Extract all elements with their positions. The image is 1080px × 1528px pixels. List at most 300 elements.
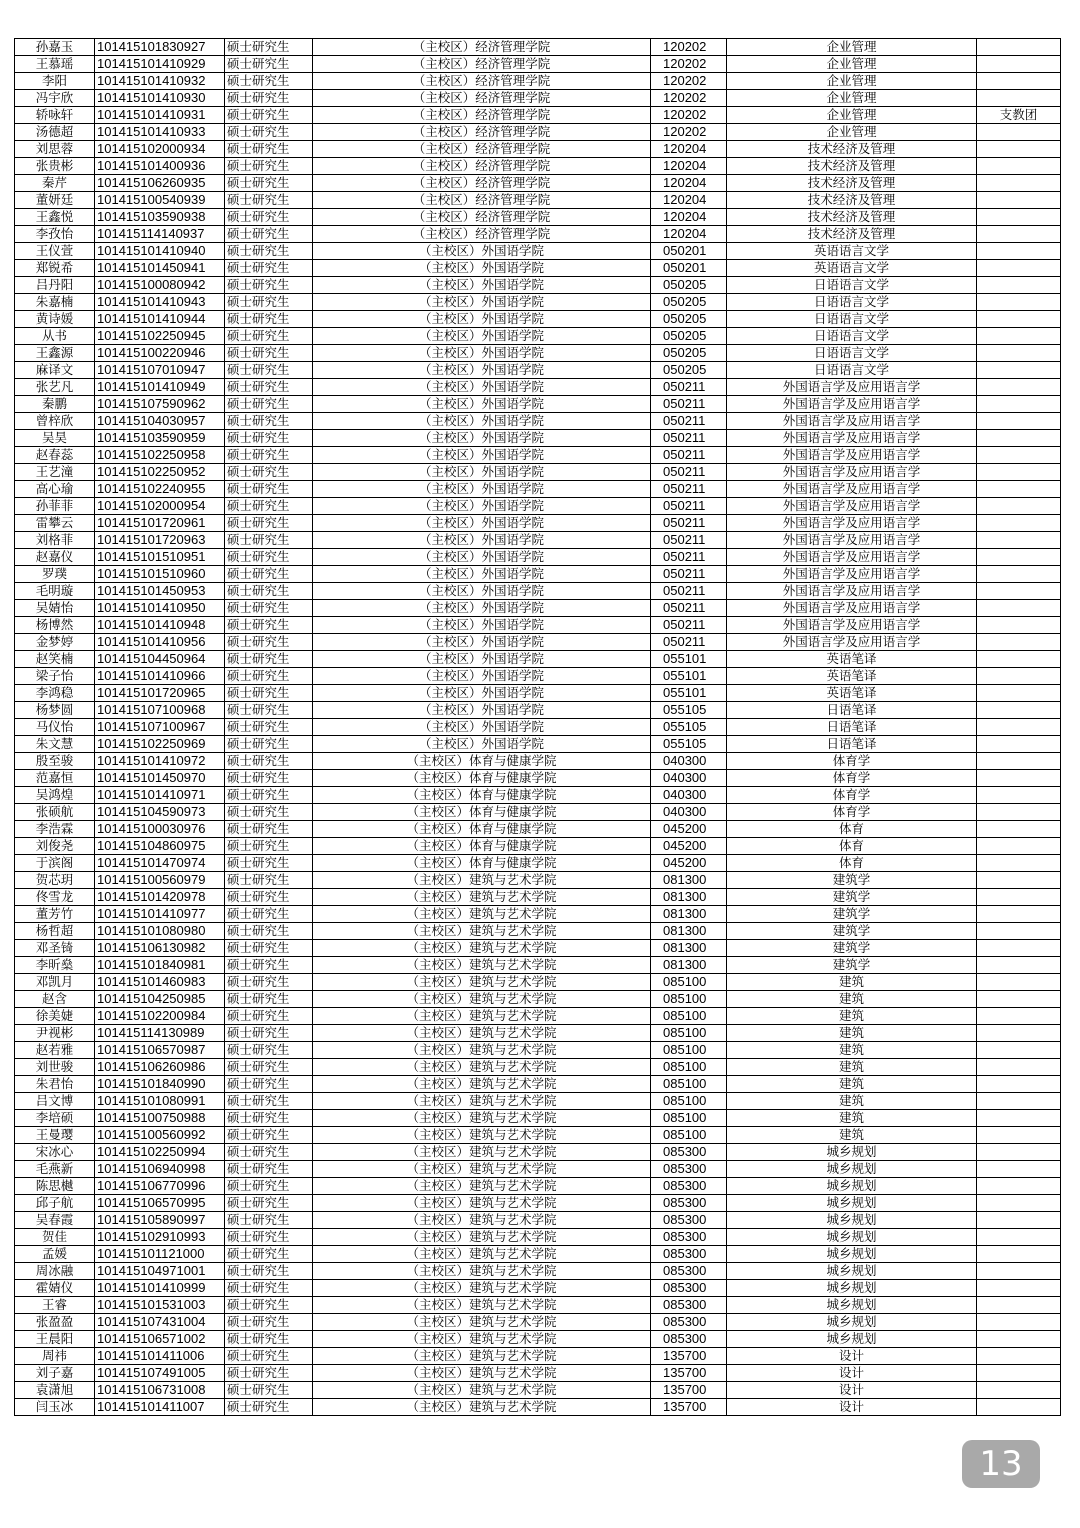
table-row xyxy=(15,787,1061,804)
degree-type-cell: 硕士研究生 xyxy=(225,1246,313,1263)
table-row xyxy=(15,413,1061,430)
exam-id-cell: 101415101531003 xyxy=(95,1297,225,1314)
major-code-cell: 085300 xyxy=(651,1229,727,1246)
college-cell: （主校区）体育与健康学院 xyxy=(313,855,651,872)
major-code-cell: 050211 xyxy=(651,498,727,515)
college-cell: （主校区）建筑与艺术学院 xyxy=(313,991,651,1008)
major-name-cell: 体育学 xyxy=(727,770,977,787)
table-row xyxy=(15,226,1061,243)
college-cell: （主校区）经济管理学院 xyxy=(313,192,651,209)
major-code-cell: 045200 xyxy=(651,838,727,855)
exam-id-cell: 101415104590973 xyxy=(95,804,225,821)
exam-id-cell: 101415101840990 xyxy=(95,1076,225,1093)
exam-id-cell: 101415100030976 xyxy=(95,821,225,838)
note-cell xyxy=(977,1382,1061,1399)
college-cell: （主校区）建筑与艺术学院 xyxy=(313,1348,651,1365)
major-code-cell: 135700 xyxy=(651,1365,727,1382)
table-row xyxy=(15,855,1061,872)
table-row xyxy=(15,141,1061,158)
college-cell: （主校区）外国语学院 xyxy=(313,464,651,481)
note-cell xyxy=(977,345,1061,362)
major-code-cell: 045200 xyxy=(651,821,727,838)
major-code-cell: 050201 xyxy=(651,260,727,277)
college-cell: （主校区）建筑与艺术学院 xyxy=(313,1263,651,1280)
student-name-cell: 孙菲菲 xyxy=(15,498,95,515)
table-row xyxy=(15,804,1061,821)
student-name-cell: 李阳 xyxy=(15,73,95,90)
degree-type-cell: 硕士研究生 xyxy=(225,464,313,481)
exam-id-cell: 101415104971001 xyxy=(95,1263,225,1280)
student-name-cell: 尹视彬 xyxy=(15,1025,95,1042)
table-row xyxy=(15,294,1061,311)
degree-type-cell: 硕士研究生 xyxy=(225,583,313,600)
exam-id-cell: 101415102250958 xyxy=(95,447,225,464)
major-name-cell: 城乡规划 xyxy=(727,1178,977,1195)
degree-type-cell: 硕士研究生 xyxy=(225,668,313,685)
exam-id-cell: 101415101410933 xyxy=(95,124,225,141)
exam-id-cell: 101415101410929 xyxy=(95,56,225,73)
table-row xyxy=(15,1144,1061,1161)
student-name-cell: 邱子航 xyxy=(15,1195,95,1212)
degree-type-cell: 硕士研究生 xyxy=(225,1297,313,1314)
degree-type-cell: 硕士研究生 xyxy=(225,328,313,345)
major-name-cell: 建筑学 xyxy=(727,957,977,974)
student-name-cell: 杨梦圆 xyxy=(15,702,95,719)
student-name-cell: 冯宇欣 xyxy=(15,90,95,107)
student-name-cell: 轿咏轩 xyxy=(15,107,95,124)
major-name-cell: 企业管理 xyxy=(727,107,977,124)
college-cell: （主校区）体育与健康学院 xyxy=(313,787,651,804)
college-cell: （主校区）体育与健康学院 xyxy=(313,821,651,838)
table-row xyxy=(15,838,1061,855)
student-name-cell: 霍婧仪 xyxy=(15,1280,95,1297)
student-name-cell: 麻译文 xyxy=(15,362,95,379)
student-name-cell: 李浩霖 xyxy=(15,821,95,838)
note-cell xyxy=(977,804,1061,821)
student-name-cell: 马仪怡 xyxy=(15,719,95,736)
note-cell xyxy=(977,787,1061,804)
exam-id-cell: 101415106731008 xyxy=(95,1382,225,1399)
major-code-cell: 085100 xyxy=(651,1025,727,1042)
degree-type-cell: 硕士研究生 xyxy=(225,1178,313,1195)
major-code-cell: 085100 xyxy=(651,974,727,991)
exam-id-cell: 101415101450953 xyxy=(95,583,225,600)
college-cell: （主校区）建筑与艺术学院 xyxy=(313,1042,651,1059)
major-code-cell: 050211 xyxy=(651,396,727,413)
degree-type-cell: 硕士研究生 xyxy=(225,855,313,872)
major-code-cell: 120202 xyxy=(651,73,727,90)
major-code-cell: 135700 xyxy=(651,1399,727,1416)
degree-type-cell: 硕士研究生 xyxy=(225,804,313,821)
student-name-cell: 王艺潼 xyxy=(15,464,95,481)
student-name-cell: 刘思蓉 xyxy=(15,141,95,158)
major-code-cell: 055101 xyxy=(651,685,727,702)
student-name-cell: 陈思樾 xyxy=(15,1178,95,1195)
exam-id-cell: 101415101460983 xyxy=(95,974,225,991)
major-code-cell: 040300 xyxy=(651,804,727,821)
college-cell: （主校区）建筑与艺术学院 xyxy=(313,1025,651,1042)
major-name-cell: 设计 xyxy=(727,1399,977,1416)
exam-id-cell: 101415107010947 xyxy=(95,362,225,379)
table-row xyxy=(15,702,1061,719)
student-name-cell: 郑锐希 xyxy=(15,260,95,277)
student-name-cell: 邓圣锜 xyxy=(15,940,95,957)
exam-id-cell: 101415101410940 xyxy=(95,243,225,260)
major-code-cell: 085100 xyxy=(651,1008,727,1025)
college-cell: （主校区）建筑与艺术学院 xyxy=(313,1229,651,1246)
note-cell xyxy=(977,957,1061,974)
table-row xyxy=(15,923,1061,940)
college-cell: （主校区）外国语学院 xyxy=(313,362,651,379)
major-code-cell: 055105 xyxy=(651,702,727,719)
student-name-cell: 毛明璇 xyxy=(15,583,95,600)
major-name-cell: 外国语言学及应用语言学 xyxy=(727,498,977,515)
major-code-cell: 085100 xyxy=(651,1127,727,1144)
major-code-cell: 081300 xyxy=(651,923,727,940)
major-name-cell: 城乡规划 xyxy=(727,1314,977,1331)
student-name-cell: 吴婧怡 xyxy=(15,600,95,617)
college-cell: （主校区）外国语学院 xyxy=(313,634,651,651)
major-code-cell: 085300 xyxy=(651,1195,727,1212)
college-cell: （主校区）外国语学院 xyxy=(313,379,651,396)
degree-type-cell: 硕士研究生 xyxy=(225,1348,313,1365)
note-cell xyxy=(977,175,1061,192)
student-name-cell: 佟雪龙 xyxy=(15,889,95,906)
student-name-cell: 周冰融 xyxy=(15,1263,95,1280)
student-name-cell: 张硕航 xyxy=(15,804,95,821)
exam-id-cell: 101415101410972 xyxy=(95,753,225,770)
note-cell xyxy=(977,974,1061,991)
table-row xyxy=(15,90,1061,107)
table-row xyxy=(15,73,1061,90)
exam-id-cell: 101415107590962 xyxy=(95,396,225,413)
student-name-cell: 张贵彬 xyxy=(15,158,95,175)
table-row xyxy=(15,1195,1061,1212)
degree-type-cell: 硕士研究生 xyxy=(225,600,313,617)
major-code-cell: 050211 xyxy=(651,464,727,481)
table-row xyxy=(15,430,1061,447)
college-cell: （主校区）外国语学院 xyxy=(313,600,651,617)
major-name-cell: 外国语言学及应用语言学 xyxy=(727,600,977,617)
college-cell: （主校区）外国语学院 xyxy=(313,328,651,345)
college-cell: （主校区）建筑与艺术学院 xyxy=(313,889,651,906)
degree-type-cell: 硕士研究生 xyxy=(225,1331,313,1348)
major-name-cell: 城乡规划 xyxy=(727,1195,977,1212)
degree-type-cell: 硕士研究生 xyxy=(225,1280,313,1297)
table-row xyxy=(15,1178,1061,1195)
major-name-cell: 城乡规划 xyxy=(727,1212,977,1229)
degree-type-cell: 硕士研究生 xyxy=(225,566,313,583)
note-cell xyxy=(977,39,1061,56)
exam-id-cell: 101415103590959 xyxy=(95,430,225,447)
table-row xyxy=(15,753,1061,770)
exam-id-cell: 101415101080980 xyxy=(95,923,225,940)
table-row xyxy=(15,192,1061,209)
major-code-cell: 050211 xyxy=(651,600,727,617)
table-row xyxy=(15,260,1061,277)
table-row xyxy=(15,974,1061,991)
major-name-cell: 日语语言文学 xyxy=(727,311,977,328)
student-name-cell: 徐美婕 xyxy=(15,1008,95,1025)
exam-id-cell: 101415101410932 xyxy=(95,73,225,90)
table-row xyxy=(15,1042,1061,1059)
exam-id-cell: 101415104030957 xyxy=(95,413,225,430)
exam-id-cell: 101415100750988 xyxy=(95,1110,225,1127)
major-code-cell: 050211 xyxy=(651,532,727,549)
degree-type-cell: 硕士研究生 xyxy=(225,175,313,192)
note-cell xyxy=(977,906,1061,923)
college-cell: （主校区）建筑与艺术学院 xyxy=(313,1008,651,1025)
major-code-cell: 055101 xyxy=(651,668,727,685)
exam-id-cell: 101415102250969 xyxy=(95,736,225,753)
major-code-cell: 050211 xyxy=(651,617,727,634)
table-row xyxy=(15,158,1061,175)
major-code-cell: 040300 xyxy=(651,787,727,804)
major-name-cell: 建筑 xyxy=(727,1076,977,1093)
student-name-cell: 闫玉冰 xyxy=(15,1399,95,1416)
table-row xyxy=(15,906,1061,923)
exam-id-cell: 101415101410948 xyxy=(95,617,225,634)
note-cell xyxy=(977,838,1061,855)
note-cell xyxy=(977,634,1061,651)
exam-id-cell: 101415114130989 xyxy=(95,1025,225,1042)
exam-id-cell: 101415106940998 xyxy=(95,1161,225,1178)
major-code-cell: 055105 xyxy=(651,719,727,736)
major-name-cell: 外国语言学及应用语言学 xyxy=(727,515,977,532)
degree-type-cell: 硕士研究生 xyxy=(225,838,313,855)
major-code-cell: 085100 xyxy=(651,1042,727,1059)
note-cell xyxy=(977,124,1061,141)
table-row xyxy=(15,1365,1061,1382)
table-row xyxy=(15,243,1061,260)
note-cell xyxy=(977,1348,1061,1365)
major-name-cell: 技术经济及管理 xyxy=(727,175,977,192)
table-row xyxy=(15,566,1061,583)
degree-type-cell: 硕士研究生 xyxy=(225,1263,313,1280)
college-cell: （主校区）外国语学院 xyxy=(313,396,651,413)
note-cell xyxy=(977,1042,1061,1059)
table-row xyxy=(15,651,1061,668)
major-name-cell: 城乡规划 xyxy=(727,1229,977,1246)
table-row xyxy=(15,1025,1061,1042)
degree-type-cell: 硕士研究生 xyxy=(225,1195,313,1212)
major-code-cell: 050211 xyxy=(651,634,727,651)
table-row xyxy=(15,1059,1061,1076)
exam-id-cell: 101415101720963 xyxy=(95,532,225,549)
college-cell: （主校区）建筑与艺术学院 xyxy=(313,1212,651,1229)
student-name-cell: 王曼璎 xyxy=(15,1127,95,1144)
college-cell: （主校区）外国语学院 xyxy=(313,702,651,719)
student-name-cell: 刘俊尧 xyxy=(15,838,95,855)
page-number-badge: 13 xyxy=(962,1440,1040,1488)
major-code-cell: 081300 xyxy=(651,940,727,957)
exam-id-cell: 101415106260986 xyxy=(95,1059,225,1076)
degree-type-cell: 硕士研究生 xyxy=(225,107,313,124)
college-cell: （主校区）建筑与艺术学院 xyxy=(313,923,651,940)
major-name-cell: 日语语言文学 xyxy=(727,277,977,294)
table-row xyxy=(15,464,1061,481)
student-name-cell: 袁潇旭 xyxy=(15,1382,95,1399)
degree-type-cell: 硕士研究生 xyxy=(225,702,313,719)
exam-id-cell: 101415101420978 xyxy=(95,889,225,906)
college-cell: （主校区）经济管理学院 xyxy=(313,226,651,243)
table-row xyxy=(15,872,1061,889)
note-cell xyxy=(977,1127,1061,1144)
degree-type-cell: 硕士研究生 xyxy=(225,345,313,362)
major-code-cell: 050201 xyxy=(651,243,727,260)
note-cell xyxy=(977,1093,1061,1110)
degree-type-cell: 硕士研究生 xyxy=(225,260,313,277)
table-row xyxy=(15,1297,1061,1314)
table-row xyxy=(15,634,1061,651)
table-row xyxy=(15,1110,1061,1127)
exam-id-cell: 101415101510951 xyxy=(95,549,225,566)
major-name-cell: 体育 xyxy=(727,855,977,872)
major-name-cell: 外国语言学及应用语言学 xyxy=(727,413,977,430)
major-name-cell: 外国语言学及应用语言学 xyxy=(727,396,977,413)
major-code-cell: 050205 xyxy=(651,277,727,294)
major-name-cell: 建筑 xyxy=(727,1127,977,1144)
major-code-cell: 085100 xyxy=(651,1076,727,1093)
table-row xyxy=(15,1246,1061,1263)
college-cell: （主校区）外国语学院 xyxy=(313,515,651,532)
note-cell xyxy=(977,566,1061,583)
student-name-cell: 王仪萱 xyxy=(15,243,95,260)
student-name-cell: 刘格菲 xyxy=(15,532,95,549)
degree-type-cell: 硕士研究生 xyxy=(225,56,313,73)
degree-type-cell: 硕士研究生 xyxy=(225,634,313,651)
major-name-cell: 英语语言文学 xyxy=(727,260,977,277)
major-name-cell: 城乡规划 xyxy=(727,1280,977,1297)
note-cell xyxy=(977,821,1061,838)
degree-type-cell: 硕士研究生 xyxy=(225,209,313,226)
student-name-cell: 李培硕 xyxy=(15,1110,95,1127)
degree-type-cell: 硕士研究生 xyxy=(225,124,313,141)
major-name-cell: 外国语言学及应用语言学 xyxy=(727,634,977,651)
college-cell: （主校区）建筑与艺术学院 xyxy=(313,1331,651,1348)
college-cell: （主校区）建筑与艺术学院 xyxy=(313,1314,651,1331)
note-cell xyxy=(977,1076,1061,1093)
college-cell: （主校区）外国语学院 xyxy=(313,736,651,753)
note-cell xyxy=(977,872,1061,889)
degree-type-cell: 硕士研究生 xyxy=(225,430,313,447)
degree-type-cell: 硕士研究生 xyxy=(225,1229,313,1246)
college-cell: （主校区）建筑与艺术学院 xyxy=(313,974,651,991)
table-row xyxy=(15,1331,1061,1348)
major-code-cell: 081300 xyxy=(651,872,727,889)
note-cell xyxy=(977,923,1061,940)
college-cell: （主校区）建筑与艺术学院 xyxy=(313,1280,651,1297)
major-code-cell: 120204 xyxy=(651,192,727,209)
degree-type-cell: 硕士研究生 xyxy=(225,141,313,158)
major-code-cell: 050211 xyxy=(651,481,727,498)
degree-type-cell: 硕士研究生 xyxy=(225,957,313,974)
major-code-cell: 085300 xyxy=(651,1178,727,1195)
major-name-cell: 日语笔译 xyxy=(727,702,977,719)
note-cell xyxy=(977,90,1061,107)
exam-id-cell: 101415104450964 xyxy=(95,651,225,668)
exam-id-cell: 101415101410977 xyxy=(95,906,225,923)
table-row xyxy=(15,124,1061,141)
college-cell: （主校区）建筑与艺术学院 xyxy=(313,906,651,923)
major-code-cell: 120202 xyxy=(651,90,727,107)
exam-id-cell: 101415101411006 xyxy=(95,1348,225,1365)
degree-type-cell: 硕士研究生 xyxy=(225,243,313,260)
degree-type-cell: 硕士研究生 xyxy=(225,498,313,515)
major-name-cell: 技术经济及管理 xyxy=(727,158,977,175)
major-code-cell: 050211 xyxy=(651,413,727,430)
major-name-cell: 外国语言学及应用语言学 xyxy=(727,566,977,583)
table-row xyxy=(15,379,1061,396)
major-name-cell: 建筑 xyxy=(727,1093,977,1110)
major-name-cell: 建筑 xyxy=(727,974,977,991)
college-cell: （主校区）外国语学院 xyxy=(313,617,651,634)
college-cell: （主校区）建筑与艺术学院 xyxy=(313,1144,651,1161)
major-name-cell: 技术经济及管理 xyxy=(727,141,977,158)
major-code-cell: 050205 xyxy=(651,311,727,328)
table-row xyxy=(15,481,1061,498)
student-name-cell: 曾梓欣 xyxy=(15,413,95,430)
college-cell: （主校区）体育与健康学院 xyxy=(313,770,651,787)
major-code-cell: 085300 xyxy=(651,1263,727,1280)
note-cell xyxy=(977,702,1061,719)
degree-type-cell: 硕士研究生 xyxy=(225,481,313,498)
note-cell xyxy=(977,617,1061,634)
major-name-cell: 建筑 xyxy=(727,1042,977,1059)
exam-id-cell: 101415101410944 xyxy=(95,311,225,328)
student-name-cell: 高心瑜 xyxy=(15,481,95,498)
major-code-cell: 050205 xyxy=(651,345,727,362)
exam-id-cell: 101415106570987 xyxy=(95,1042,225,1059)
exam-id-cell: 101415100080942 xyxy=(95,277,225,294)
major-code-cell: 085300 xyxy=(651,1331,727,1348)
major-name-cell: 日语笔译 xyxy=(727,736,977,753)
major-name-cell: 建筑 xyxy=(727,1025,977,1042)
college-cell: （主校区）建筑与艺术学院 xyxy=(313,1365,651,1382)
table-row xyxy=(15,1280,1061,1297)
exam-id-cell: 101415101510960 xyxy=(95,566,225,583)
student-name-cell: 孙嘉玉 xyxy=(15,39,95,56)
major-name-cell: 企业管理 xyxy=(727,39,977,56)
college-cell: （主校区）经济管理学院 xyxy=(313,107,651,124)
major-code-cell: 120202 xyxy=(651,107,727,124)
student-name-cell: 杨哲超 xyxy=(15,923,95,940)
major-code-cell: 120204 xyxy=(651,226,727,243)
note-cell xyxy=(977,600,1061,617)
table-row xyxy=(15,1212,1061,1229)
major-name-cell: 外国语言学及应用语言学 xyxy=(727,464,977,481)
exam-id-cell: 101415100540939 xyxy=(95,192,225,209)
note-cell xyxy=(977,277,1061,294)
college-cell: （主校区）建筑与艺术学院 xyxy=(313,1076,651,1093)
degree-type-cell: 硕士研究生 xyxy=(225,991,313,1008)
major-code-cell: 050211 xyxy=(651,430,727,447)
table-row xyxy=(15,583,1061,600)
table-row xyxy=(15,396,1061,413)
college-cell: （主校区）外国语学院 xyxy=(313,260,651,277)
note-cell xyxy=(977,1365,1061,1382)
major-code-cell: 120204 xyxy=(651,158,727,175)
table-row xyxy=(15,209,1061,226)
degree-type-cell: 硕士研究生 xyxy=(225,1399,313,1416)
student-name-cell: 王鑫源 xyxy=(15,345,95,362)
exam-id-cell: 101415107491005 xyxy=(95,1365,225,1382)
major-code-cell: 085100 xyxy=(651,991,727,1008)
major-code-cell: 085300 xyxy=(651,1212,727,1229)
major-code-cell: 050211 xyxy=(651,583,727,600)
student-name-cell: 梁子怡 xyxy=(15,668,95,685)
note-cell xyxy=(977,56,1061,73)
